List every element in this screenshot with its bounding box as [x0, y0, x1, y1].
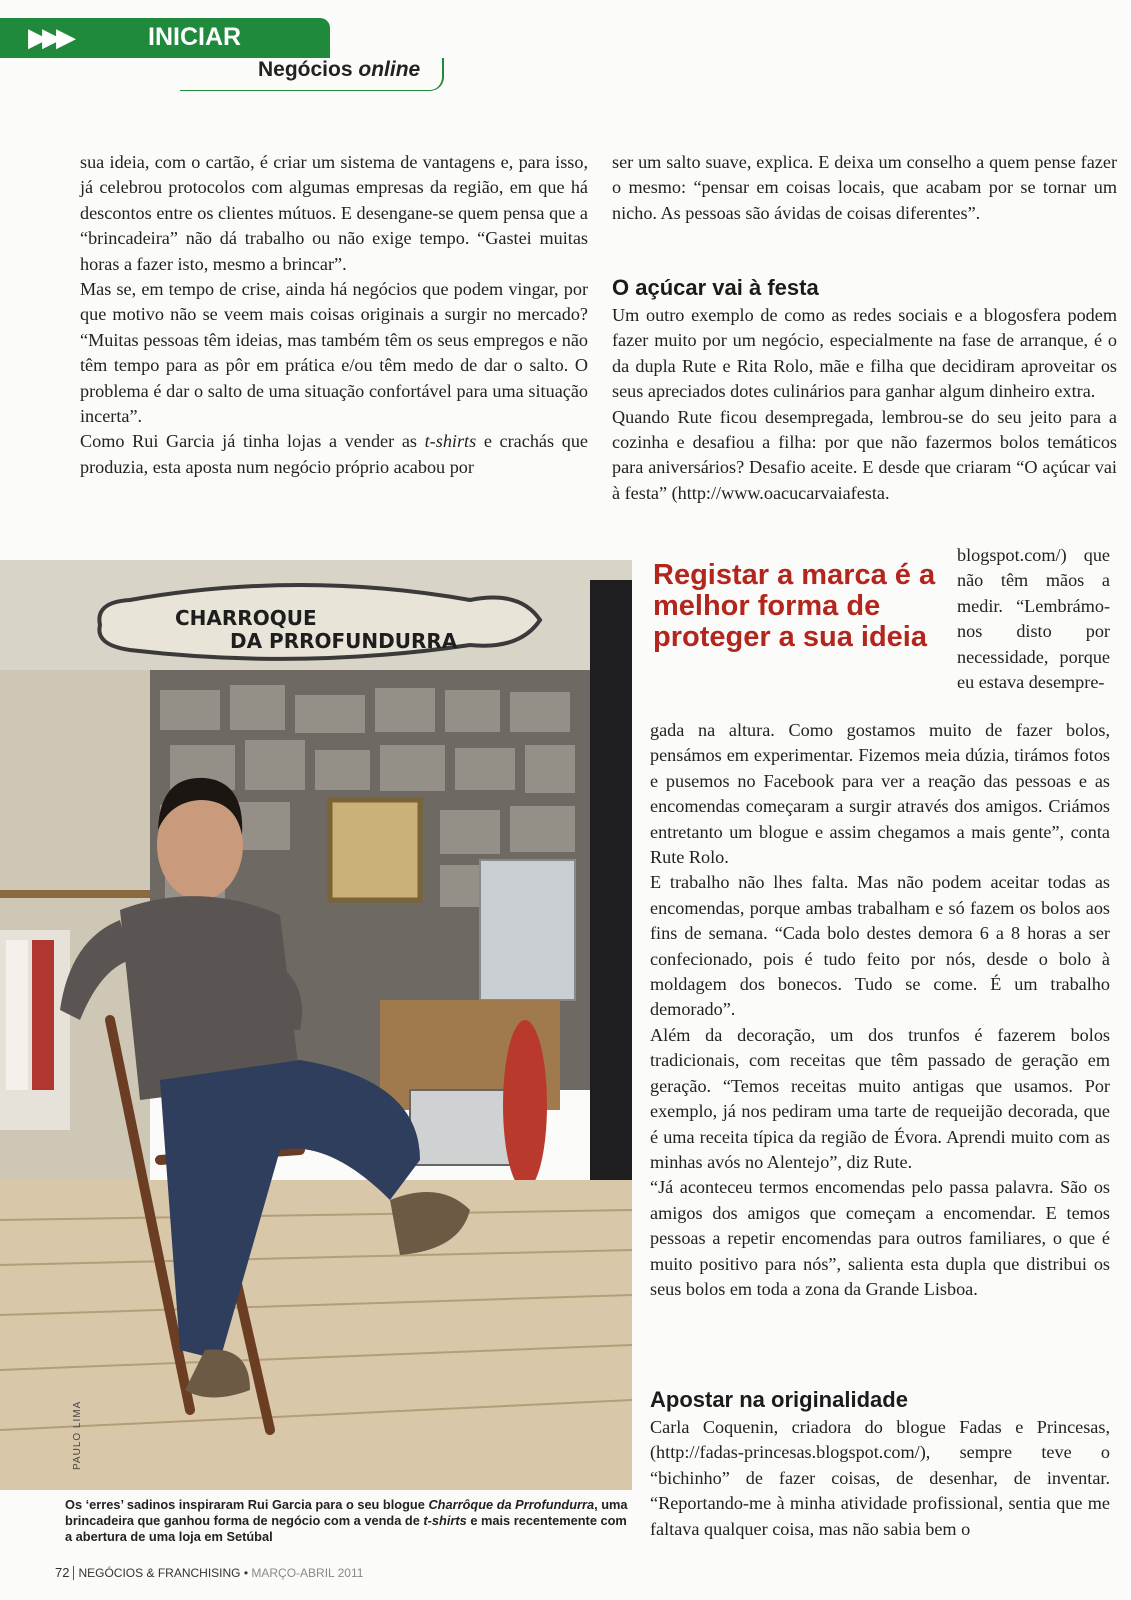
right-column-apostar — [650, 1415, 1110, 1542]
paragraph: Quando Rute ficou desempregada, lembrou-se do seu jeito para a cozinha e desafiou a filha: por que não fazermos bolos temáticos para aniversários? Desafio aceite. E desde que criaram “O açúcar vai à festa” (http://www.oacucarvaiafesta. — [612, 406, 1117, 503]
subsection-title — [258, 58, 420, 82]
page-number: 72 — [55, 1565, 70, 1580]
paragraph: sua ideia, com o cartão, é criar um sistema de vantagens e, para isso, já celebrou protocolos com algumas empresas da região, em que há descontos entre os clientes mútuos. E desengane-se quem pensa que a “brincadeira” não dá trabalho ou não exige tempo. “Gastei muitas horas a fazer isto, mesmo a brincar”. — [80, 152, 588, 274]
paragraph: Um outro exemplo de como as redes sociais e a blogosfera podem fazer muito por um negócio, especialmente na fase de arranque, é o da dupla Rute e Rita Rolo, mãe e filha que decidiram aproveitar os seus apreciados dotes culinários para ganhar algum dinheiro extra. — [612, 305, 1117, 402]
triple-arrow-icon: ▶▶▶ — [28, 23, 70, 53]
text-span: Como Rui Garcia já tinha lojas a vender as — [80, 431, 425, 452]
right-column-mid — [612, 303, 1117, 506]
caption-text: Os ‘erres’ sadinos inspiraram Rui Garcia para o seu blogue — [65, 1497, 429, 1512]
paragraph: E trabalho não lhes falta. Mas não podem aceitar todas as encomendas, porque ambas trabalham e só fazem os bolos aos fins de semana. “Cada bolo destes demora 6 a 8 horas a ser confecionado, pois é tudo feito por nós, desde o bolo à moldagem dos bonecos. Tudo se come. É um trabalho demorado”. — [650, 872, 1110, 1020]
sign-text: CHARROQUE — [175, 606, 317, 630]
footer-bullet: • — [243, 1566, 249, 1580]
left-column — [80, 150, 588, 480]
section-tab — [0, 18, 330, 58]
pull-quote: Registar a marca é a melhor forma de proteger a sua ideia — [653, 559, 936, 653]
section-label: INICIAR — [148, 23, 242, 51]
sign-text: DA PRROFUNDURRA — [230, 629, 458, 653]
photo-illustration — [0, 560, 632, 1490]
italic-span: t-shirts — [424, 431, 477, 452]
photo-credit: PAULO LIMA — [72, 1400, 83, 1470]
caption-text: , uma brincadeira que ganhou forma de negócio com a venda de — [65, 1497, 628, 1528]
section-heading: O açúcar vai à festa — [612, 275, 819, 300]
paragraph: blogspot.com/) que não têm mãos a medir. “Lembrámo-nos disto por necessidade, porque eu estava desempre- — [957, 545, 1110, 693]
issue-date: MARÇO-ABRIL 2011 — [251, 1566, 364, 1580]
paragraph — [80, 429, 588, 480]
caption-italic: Charrôque da Prrofundurra — [428, 1497, 595, 1512]
section-heading: Apostar na originalidade — [650, 1387, 908, 1412]
caption-italic: t-shirts — [423, 1513, 467, 1528]
magazine-name: NEGÓCIOS & FRANCHISING — [78, 1566, 241, 1580]
subsection-italic: online — [358, 58, 421, 81]
subsection-main: Negócios — [258, 58, 353, 81]
paragraph: Além da decoração, um dos trunfos é fazerem bolos tradicionais, com receitas que têm passado de geração em geração. “Temos receitas muito antigas que usamos. Por exemplo, já nos pediram uma tarte de requeijão decorada, que é uma receita típica da região de Évora. Aprendi muito com as minhas avós no Alentejo”, diz Rute. — [650, 1024, 1110, 1172]
right-column-top — [612, 150, 1117, 226]
page-footer — [55, 1565, 363, 1580]
store-photo — [0, 560, 632, 1490]
photo-caption — [65, 1497, 633, 1545]
paragraph: gada na altura. Como gostamos muito de fazer bolos, pensámos em experimentar. Fizemos meia dúzia, tirámos fotos e pusemos no Facebook para ver a reação das pessoas e as encomendas começaram a surgir através dos amigos. Criámos entretanto um blogue e assim chegamos a mais gente”, conta Rute Rolo. — [650, 720, 1110, 868]
text-span: e crachás que produzia, esta aposta num negócio próprio acabou por — [80, 431, 588, 477]
footer-divider — [73, 1566, 74, 1580]
caption-text: e mais recentemente com a abertura de uma loja em Setúbal — [65, 1513, 627, 1544]
paragraph: ser um salto suave, explica. E deixa um conselho a quem pense fazer o mesmo: “pensar em coisas locais, que acabam por se tornar um nicho. As pessoas são ávidas de coisas diferentes”. — [612, 152, 1117, 223]
paragraph: Mas se, em tempo de crise, ainda há negócios que podem vingar, por que motivo não se veem mais coisas originais a surgir no mercado? “Muitas pessoas têm ideias, mas também têm os seus empregos e não têm tempo para as pôr em prática e/ou têm medo de dar o salto. O problema é dar o salto de uma situação confortável para uma situação incerta”. — [80, 279, 588, 427]
paragraph: “Já aconteceu termos encomendas pelo passa palavra. São os amigos dos amigos que começam a encomendar. E temos pessoas a repetir encomendas para outros familiares, o que é muito positivo para nós”, salienta esta dupla que distribui os seus bolos em toda a zona da Grande Lisboa. — [650, 1177, 1110, 1299]
right-column-bottom — [650, 718, 1110, 1302]
narrow-column — [957, 543, 1110, 695]
paragraph: Carla Coquenin, criadora do blogue Fadas e Princesas, (http://fadas-princesas.blogspot.com/), sempre teve o “bichinho” de fazer coisas, de desenhar, de inventar. “Reportando-me à minha atividade profissional, sentia que me faltava qualquer coisa, mas não sabia bem o — [650, 1417, 1110, 1539]
